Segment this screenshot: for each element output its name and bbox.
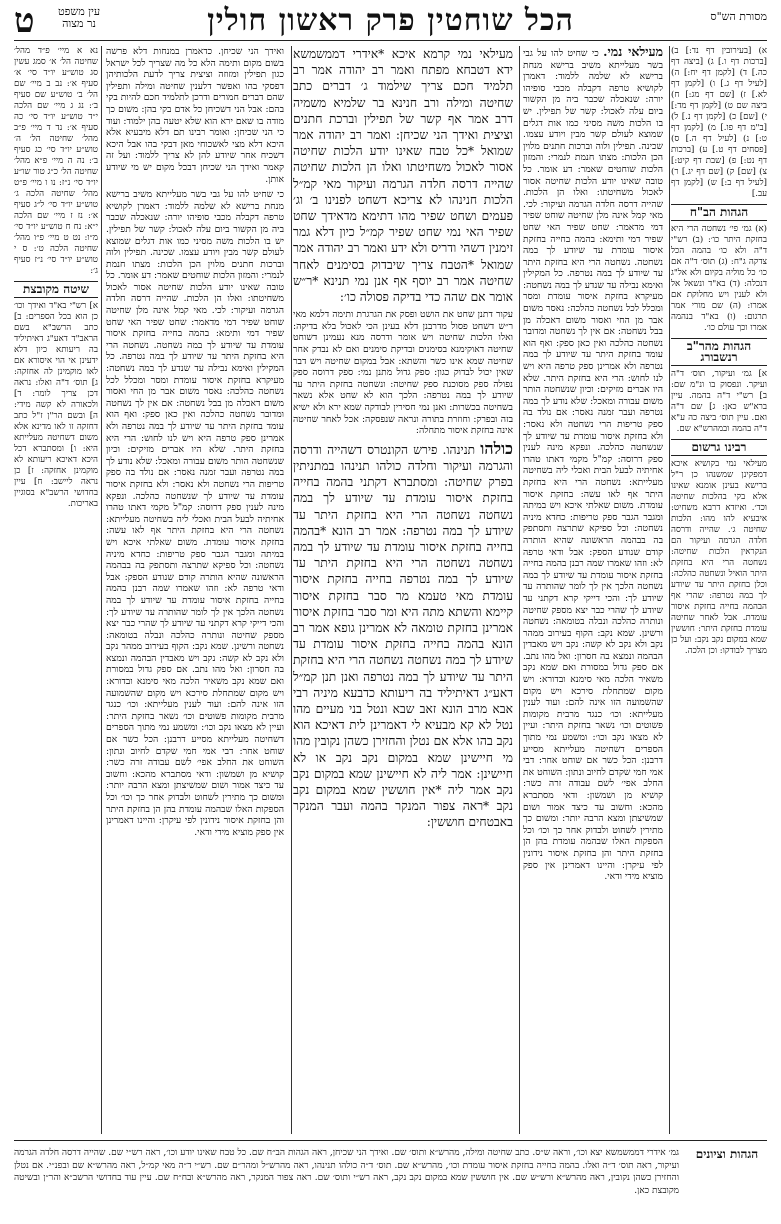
header-rule [14,40,767,41]
mesorah-text: א) [בעירובין דף נד:] ב) [ברכות דף ו.] ג) [ביצה דף כה.] ד) [לקמן דף יח:] ה) [לעיל דף ג.] ו) [לקמן דף לא.] ז) [שם דף מג:] ח) ביצה שם ט) [לקמן דף מד:] י) [שם] כ) [לקמן דף נ.] ל) [ב"מ דף פו.] מ) [לקמן דף ט:] נ) [לעיל דף ה.] ס) [פסחים דף ט.] ע) [ברכות דף נט:] פ) [שבת דף קיט:] צ) [שם] ק) [שם דף יג.] ר) [לעיל דף ב:] ש) [לקמן דף עב.] [671,46,767,199]
mesorah-column [671,46,767,1134]
tosafot-column [106,46,284,1134]
hagahot-vetziyunim-text: גמ׳ אידרי דממשמשא יצא וכו׳, וראה ש״ס. כתב שחיטה ומילה, מהרש״א ותוס׳ שם. ואידך הני שכיחן, ראה הגהות הב״ח שם. כל טבח שאינו יודע וכו׳, ראה רש״י שם. שהייה דרסה חלדה הגרמה ועיקור, ראה תוס׳ ד״ה ואלו. בהמה בחייה בחזקת איסור עומדת וכו׳, מהרש״א שם. תוס׳ ד״ה כולהו תנינהו, ראה מהרש״ל ומהר״ם שם. רש״י ד״ה מאי קמ״ל, ראה מהרש״א שם ובפנ״י. אם נטלן והחזירן כשהן נקובין, ראה מהרש״א ורש״ש שם. אין חוששין שמא במקום נקב נקב, ראה רש״י ותוס׳ שם. ראה צפור המנקר, ראה מהרש״א ובח״ח שם. עיין עוד בחדושי הרשב״א והר״ן ובשיטה מקובצת כאן. [14,1148,679,1196]
column-divider-tosafot [291,46,292,1134]
hagahot-vetziyunim-title: הגהות וציונים [695,1147,759,1161]
folio-number: ט [14,1,35,41]
page-header [14,1,767,41]
gemara-column [293,46,513,1134]
rashi-lead-word: מעילאי נמי. [603,46,663,59]
column-divider-left [101,46,102,1134]
hagahot-vetziyunim-box [14,1140,767,1219]
maharshal-title: הגהות מהר"ב רנשבורג [671,338,767,366]
tosafot-text-block-2: עקור דתנן שחט את הושט ופסק את הגרגרת ותימה דלמא מאי ר״ש דשחט פסול מדרבנן דלא בעינן הכי לאכול בלא בדיקה: ואלו הלכות שחיטה ויש אומר ודרסה מנא נעמינן דשוחט שחיטה דאוקימנא בסימנים ובדיקת סימנים ואם לא נבדק אחר שחיטה שמא אינו כשר והשתא: אבל במקום שחיטה ויש דבר שאין יכול לבדוק כגון: ספק גדול מתנן נמי: ספק דרוסה ספק נפולה ספק מסוכנת ספק שחיטה: ונשחטה בחזקת היתר עד שיודע לך במה נטרפה: הלכך הוא לא שחט אלא נשאר בשחיטה בכשרות: ואנן נמי חסירין לבודקה שמא ירא ולא ישיא בזה ובפרק: וחוזרת בתורה ונראה שנפסקה: אכל לאחר שחיטה אינה בחזקת איסור מתחלה: [293,309,513,437]
tosafot-text-continued: כי שחיט להו על גבי בשר מעלייתא משיב ברישא מנחת ברישא לא שלמה ללמוד: דאמרן לקושיא טרפה דקבלה מכבי סופיהו יורה: שנאכלה שכבר ביה מן הקשור ביום עלה לאכול: קשר של תפילין. יש בו הלכות משה מסיני כמו אות דגלים שמוצא לעולם קשר מבין ויודע עצמו. שכינה. תפילין ולוה וברכות חתנים מלוין הכן הלכות: מצתו חנמת לנמרי: והמזון הלכות שוחטים שאמר: דע אומר. כל טובה שאינו יודע הלכות שחיטה אסור לאכול משחיטתו: ואלו הן הלכות. שהייה דרסה חלדה הגרמה ועיקור: לכי. מאי קמל אינה מלן שחיטה שוחט שפיר דמי מדאמר: שחט שפיר האי שחט שפיר דמי ותימא: בהמה בחייה בחזקת איסור עומדת עד שיודע לך במה נשחטה. נשחטה הרי היא בחזקת היתר עד שיודע לך במה נטרפה. כל המקילין ואימא נבילה עד שנדע לך במה נשחטה: מעיקרא בחזקת איסור עומדת ומסר ומכלל לכל נשחטה כהלכה: נאסר משום אבר מן החי ואסור משום דאכלה מן בבל נשחטה: אם אין לך נשחטה ומדובר נשחטה כהלכה ואין כאן ספק: ואף הוא עומד בחזקת היתר עד שיודע לך במה נטרפה ולא אמרינן ספק טרפה היא ויש לנו לחוש: הרי היא בחזקת היתר. שלא היו אברים מזיקים: וכיון שנשחטה הותר משום עבורה ומאכל: שלא נודע לך במה נטרפה ועבר זמנה נאסר: אם נולד בה ספק טריפות הרי נשחטה ולא נאסר: ולא בחזקת איסור עומדת עד שיודע לך שנשחטה כהלכה. ונפקא מינה לענין ספק דרוסה: קמ"ל מקמי דאתו טהרו אחיתיה לבעל הבית ואכלי ליה בשחיטה מעלייתא: נשחטה הרי היא בחזקת היתר אף לאו עשה: בחזקת איסור עומדת. משום שאלתי איכא ויש במיתה ומגבר הגבר ספק טריפות: כחדא מיניה נשחטה: וכל ספיקא שתרצה ותסתפק בה בבהמה הראשונה שהיא הותרה קודם שנודע הספק: אבל ודאי טרפה לא: וזהו שאמרו שמה רבנן בהמה בחייה בחזקת איסור עומדת עד שיודע לך במה נשחטה הלכך אין לך לומר שהותרה עד שיודע לך: והכי דייקי קרא דקתני עד שיודע לך שהרי כבר יצא מספק שחיטה ונותרה כהלכה ונבלה בטומאה: נשחטה ורשינן. שמא נקב: הקוף בעירוב ממהר נקב ולא נקב לא קשה: נקב ויש מאבדין הבהמה ונמצא בה חסרון: ואל מהו נתב. אם ספק גדול במסורת ואם שמא נקב משאיר הלכה מאי סימנא ובדורא: ויש מקום שמתחלת סירכא ויש מקום שהשמועה הזו אינה להם: ועוד לענין מעלייתא: וכו׳ כנגד מרבית מקומות פשוטים וכו׳ נשאר בחזקת היתר: ועיין לא מצאו נקב וכו׳: ומשמע נמי מתוך הספרים דשחיטה מעלייתא מסייע דרבנן: הכל כשר אם שוחט אחר: דבי אמי חמי שקדם לחיוב ונתון: השוחט את החלב אפי׳ לשם עבודה זרה כשר: קושיא מן ושמשון: ודאי מסתברא מהכא: וחשוב עד כיצד אמור ושום שמשיצתן ומצא הרבה יותר: ומשום כך מתירין לשחוט ולבדוק אחר כך וכו׳ וכל הספקות האלו שבהמה עומדת בהן הן בחזקת היתר והן בחזקת איסור נידונין לפי עיקרן: והיינו דאמרינן אין ספק מוציא מידי ודאי. [106,189,284,838]
ein-mishpat-header-line1: עין משפט [58,5,101,18]
column-divider-rashi [519,46,520,1134]
gemara-text-block-1: מעילאי נמי קרמא איכא *אידרי דממשמשא ידא דטבחא מפתח ואמר רב יהודה אמר רב תלמיד חכם צריך שילמוד ג׳ דברים כתב שחיטה ומילה ורב חנינא בר שלמיא משמיה דרב אמר אף קשר של תפילין וברכת חתנים וציצית ואידך הני שכיחן: ואמר רב יהודה אמר שמואל *כל טבח שאינו יודע הלכות שחיטה אסור לאכול משחיטתו ואלו הן הלכות שחיטה שהייה דרסה חלדה הגרמה ועיקור מאי קמ״ל הלכות חנינהו לא צריכא דשחט לפנינו ב׳ וג׳ פעמים ושחט שפיר מהו דתימא מדאידך שחט שפיר האי נמי שחט שפיר קמ״ל כיון דלא גמר זימנין דשהי ודריס ולא ידע ואמר רב יהודה אמר שמואל *הטבח צריך שיבדוק בסימנים לאחר שחיטה אמר רב יוסף אף אנן נמי תנינא *ר״ש אומר אם שהה כדי בדיקה פסולה כו׳: [293,47,513,305]
tosafot-text: ואידך הני שכיחן. כדאמרן במנחות דלא פרשה בשום מקום ותימה הלא כל מה שצריך לכל ישראל כגון תפילין ומזוזה וציצית צריך לדעת הלכותיהן דפסקי בהו ואפשר דלענין שחיטה ומילה ותפילין שהם דברים חמורים ודרכן לתלמיד חכם להיות בקי בהם: אבל הני דשכיחן כל אדם בקי בהן: משום כך מודה בו שאם ירא הוא שלא יטעה בהן ילמוד: ועוד כי הני שכיחן: ואומר רבינו תם דלא מיבעיא אלא היכא דלא מצי לאשכוחי מאן דבקי בהו אבל היכא דשכיח אחר שיודע להן לא צריך ללמוד: ועל זה קאמר ואידך הני שכיחן דבכל מקום יש מי שיודע אותן. [106,46,284,185]
shitah-mekubetzet-title: שיטה מקובצת [14,281,98,298]
ein-mishpat-header-line2: נר מצוה [62,17,97,30]
maharshal-text: א] גמ׳ ועיקור, תוס׳ ד"ה ועיקר. ונפסוק בו ונ"מ שם: ב] רש"י ד"ה בהמה. עיין ברא"ש כאן: ג] שם ד"ה ואם. עיין תוס׳ ביצה כה ע"א ד"ה בהמה ובמהרש"א שם. [671,369,767,434]
rashi-column [523,46,663,1134]
rabbeinu-gershom-text: מעילאי נמי בקושיא איכא דמפקינן שמשנהו כן ר"ל ברישא בעינן אומנא שאינו אלא בקי בהלכות שחיטה וכד׳. ואיזדא דרבא משחיט: איבעיא להו מהו: הלכות שחיטה ג׳. שהייה ודרסה חלדה הגרמה ועיקור הם הנקראין הלכות שחיטה: נשחטה הרי היא בחזקת היתר הואיל ונשחטה כהלכה: וכלן בחזקת היתר עד שיודע לך במה נטרפה: שהרי אף הבהמה בחייה בחזקת איסור עומדת. אבל לאחר שחיטה עומדת בחזקת היתר: חוששין שמא במקום נקב נקב: ועל כן מצריך לבודקו: וכן הלכה. [671,459,767,656]
rabbeinu-gershom-title: רבינו גרשום [671,439,767,456]
column-divider-right [669,46,670,1134]
rashi-text: כי שחיט להו על גבי בשר מעלייתא משיב ברישא מנחת ברישא לא שלמה ללמוד: דאמרן לקושיא טרפה דקבלה מכבי סופיהו יורה: שנאכלה שכבר ביה מן הקשור ביום עלה לאכול: קשר של תפילין. יש בו הלכות משה מסיני כמו אות דגלים שמוצא לעולם קשר מבין ויודע עצמו. שכינה. תפילין ולוה וברכות חתנים מלוין הכן הלכות: מצתו חנמת לנמרי: והמזון הלכות שוחטים שאמר: דע אומר. כל טובה שאינו יודע הלכות שחיטה אסור לאכול משחיטתו: ואלו הן הלכות. שהייה דרסה חלדה הגרמה ועיקור: לכי. מאי קמל אינה מלן שחיטה שוחט שפיר דמי מדאמר: שחט שפיר האי שחט שפיר דמי ותימא: בהמה בחייה בחזקת איסור עומדת עד שיודע לך במה נשחטה. נשחטה הרי היא בחזקת היתר עד שיודע לך במה נטרפה. כל המקילין ואימא נבילה עד שנדע לך במה נשחטה: מעיקרא בחזקת איסור עומדת ומסר ומכלל לכל נשחטה כהלכה: נאסר משום אבר מן החי ואסור משום דאכלה מן בבל נשחטה: אם אין לך נשחטה ומדובר נשחטה כהלכה ואין כאן ספק: ואף הוא עומד בחזקת היתר עד שיודע לך במה נטרפה ולא אמרינן ספק טרפה היא ויש לנו לחוש: הרי היא בחזקת היתר. שלא היו אברים מזיקים: וכיון שנשחטה הותר משום עבורה ומאכל: שלא נודע לך במה נטרפה ועבר זמנה נאסר: אם נולד בה ספק טריפות הרי נשחטה ולא נאסר: ולא בחזקת איסור עומדת עד שיודע לך שנשחטה כהלכה. ונפקא מינה לענין ספק דרוסה: קמ"ל מקמי דאתו טהרו אחיתיה לבעל הבית ואכלי ליה בשחיטה מעלייתא: נשחטה הרי היא בחזקת היתר אף לאו עשה: בחזקת איסור עומדת. משום שאלתי איכא ויש במיתה ומגבר הגבר ספק טריפות: כחדא מיניה נשחטה: וכל ספיקא שתרצה ותסתפק בה בבהמה הראשונה שהיא הותרה קודם שנודע הספק: אבל ודאי טרפה לא: וזהו שאמרו שמה רבנן בהמה בחייה בחזקת איסור עומדת עד שיודע לך במה נשחטה הלכך אין לך לומר שהותרה עד שיודע לך: והכי דייקי קרא דקתני עד שיודע לך שהרי כבר יצא מספק שחיטה ונותרה כהלכה ונבלה בטומאה: נשחטה ורשינן. שמא נקב: הקוף בעירוב ממהר נקב ולא נקב לא קשה: נקב ויש מאבדין הבהמה ונמצא בה חסרון: ואל מהו נתב. אם ספק גדול במסורת ואם שמא נקב משאיר הלכה מאי סימנא ובדורא: ויש מקום שמתחלת סירכא ויש מקום שהשמועה הזו אינה להם: ועוד לענין מעלייתא: וכו׳ כנגד מרבית מקומות פשוטים וכו׳ נשאר בחזקת היתר: ועיין לא מצאו נקב וכו׳: ומשמע נמי מתוך הספרים דשחיטה מעלייתא מסייע דרבנן: הכל כשר אם שוחט אחר: דבי אמי חמי שקדם לחיוב ונתון: השוחט את החלב אפי׳ לשם עבודה זרה כשר: קושיא מן ושמשון: ודאי מסתברא מהכא: וחשוב עד כיצד אמור ושום שמשיצתן ומצא הרבה יותר: ומשום כך מתירין לשחוט ולבדוק אחר כך וכו׳ וכל הספקות האלו שבהמה עומדת בהן הן בחזקת היתר והן בחזקת איסור נידונין לפי עיקרן: והיינו דאמרינן אין ספק מוציא מידי ודאי. [523,48,663,883]
gemara-text-block-3: תנינהו. פירש הקונטרס דשהייה ודרסה והגרמה ועיקור וחלדה כולהו תנינהו במתניתין בפרק שחיטה: ומסתברא דקתני בהמה בחייה בחזקת איסור עומדת עד שיודע לך במה נשחטה נשחטה הרי היא בחזקת היתר עד שיודע לך במה נטרפה: אמר רב הונא *בהמה בחייה בחזקת איסור עומדת עד שיודע לך במה נשחטה נשחטה הרי היא בחזקת היתר עד שיודע לך במה נטרפה בחייה בחזקת איסור עומדת מאי טעמא מר סבר בחזקת איסור קיימא והשתא מתה היא ומר סבר בחזקת איסור אמרינן בחזקת טומאה לא אמרינן גופא אמר רב הונא בהמה בחייה בחזקת איסור עומדת עד שיודע לך במה נשחטה נשחטה הרי היא בחזקת היתר עד שיודע לך במה נטרפה ואנן תנן קמ״ל דאע״ג דאיתיליד בה ריעותא כדבעא מיניה רבי אבא מרב הונא זאב שבא ונטל בני מעיים מהו נטל לא קא מבעיא לי דאמרינן לית דאיכא הוא נקב בהו אלא אם נטלן והחזירן כשהן נקובין מהו מי חיישינן שמא במקום נקב נקב או לא חיישינן: אמר ליה לא חיישינן שמא במקום נקב נקב אמר ליה *אין חוששין שמא במקום נקב נקב *ראה צפור המנקר בהמה ועבר המנקר באבטחים חוששין: [293,442,513,830]
ein-mishpat-text: נא א מיי׳ פ״ד מהל׳ שחיטה הל׳ א׳ סמג עשין סג טוש״ע יו״ד סי׳ א׳ סעיף א׳: נב ב מיי׳ שם הל׳ ב׳ טוש״ע שם סעיף ב׳: נג ג מיי׳ שם הלכה י״ד טוש״ע יו״ד סי׳ כה סעיף א׳: נד ד מיי׳ פ״ב מהל׳ שחיטה הל׳ ה׳ טוש״ע יו״ד סי׳ כג סעיף ב׳: נה ה מיי׳ פ״א מהל׳ שחיטה הל׳ כ״ג טור שו״ע יו״ד סי׳ נ״ז: נו ו מיי׳ פ״ט מהל׳ שחיטה הלכה ג׳ טוש״ע יו״ד סי׳ ל״ג סעיף א׳: נז ז מיי׳ שם הלכה י״א: נח ח טוש״ע יו״ד סי׳ מ״ו: נט ט מיי׳ פ״ו מהל׳ שחיטה הלכה ט׳: ס י טוש״ע יו״ד סי׳ נ״ז סעיף ג׳: [14,46,98,276]
page-title: הכל שוחטין פרק ראשון חולין [207,3,574,38]
mesorah-header-label: מסורת הש"ס [710,10,767,23]
ein-mishpat-column [14,46,98,1134]
shitah-mekubetzet-text: א] רש"י בא"ד ואידך וכו׳ כן הוא בכל הספרים: ב] כתב הרשב"א בשם הראב"ד דאע"ג דאיתיליד בה ריעותא כיון דלא ידעינן אי הוי איסורא אם לאו מוקמינן לה אחזקה: ג] תוס׳ ד"ה ואלו: נראה דכן צריך לומר: ד] ולכאורה לא קשה מידי: ה] ובשם הר"ן ז"ל כתב דחזקה זו לאו מדינא אלא משום דשחיטה מעלייתא היא: ו] ומסתברא דכל היכא דאיכא ריעותא לא מוקמינן אחזקה: ז] כן נראה ליישב: ח] עיין בחדושי הרשב"א בסוגיין באריכות. [14,301,98,509]
ein-mishpat-header-label [58,6,100,30]
hagahot-habach-title: הגהות הב"ח [671,204,767,221]
gemara-lead-word: כולהו [480,438,513,458]
hagahot-habach-text: (א) גמ׳ פי׳ נשחטה הרי היא בחזקת היתר כו׳: (ב) רש"י ד"ה ולא כו׳ בהמה הכל צדקה ג"ח: (ג) תוס׳ ד"ה אם כו׳ כל מוליה בקיום ולא אל"ג דנכלה: (ד) בא"ד ונשאל אל ולא לענין ויש מחלוקת אם אמרו: (ה) שם מורי אמר תרגום: (ו) בא"ד בנהמה אמרו וכך עולם כו׳. [671,224,767,333]
